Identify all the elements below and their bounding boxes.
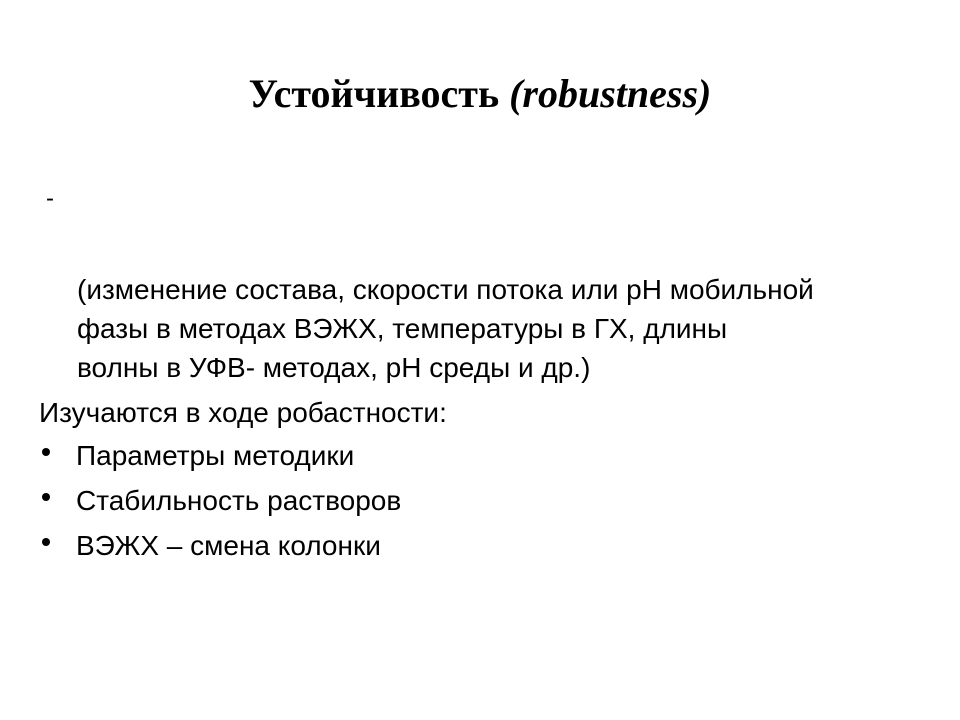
bullet-icon [42,448,50,456]
parenthetical-line: (изменение состава, скорости потока или рН мобильной [77,274,814,305]
title-main: Устойчивость [248,71,510,116]
title-term: (robustness) [509,71,712,116]
parenthetical-line: фазы в методах ВЭЖХ, температуры в ГХ, длины [77,313,728,344]
bullet-item [39,481,401,526]
dash-marker: - [46,185,54,212]
bullet-list [39,436,401,571]
bullet-item [39,436,401,481]
bullet-icon [42,493,50,501]
bullet-text: Параметры методики [76,440,355,471]
bullet-item [39,526,401,571]
bullet-text: ВЭЖХ – смена колонки [76,530,381,561]
study-heading: Изучаются в ходе робастности: [39,397,447,428]
bullet-text: Стабильность растворов [76,485,402,516]
parenthetical-text [77,270,937,387]
parenthetical-line: волны в УФВ- методах, рН среды и др.) [77,352,591,383]
bullet-icon [42,538,50,546]
slide-title [0,66,960,122]
